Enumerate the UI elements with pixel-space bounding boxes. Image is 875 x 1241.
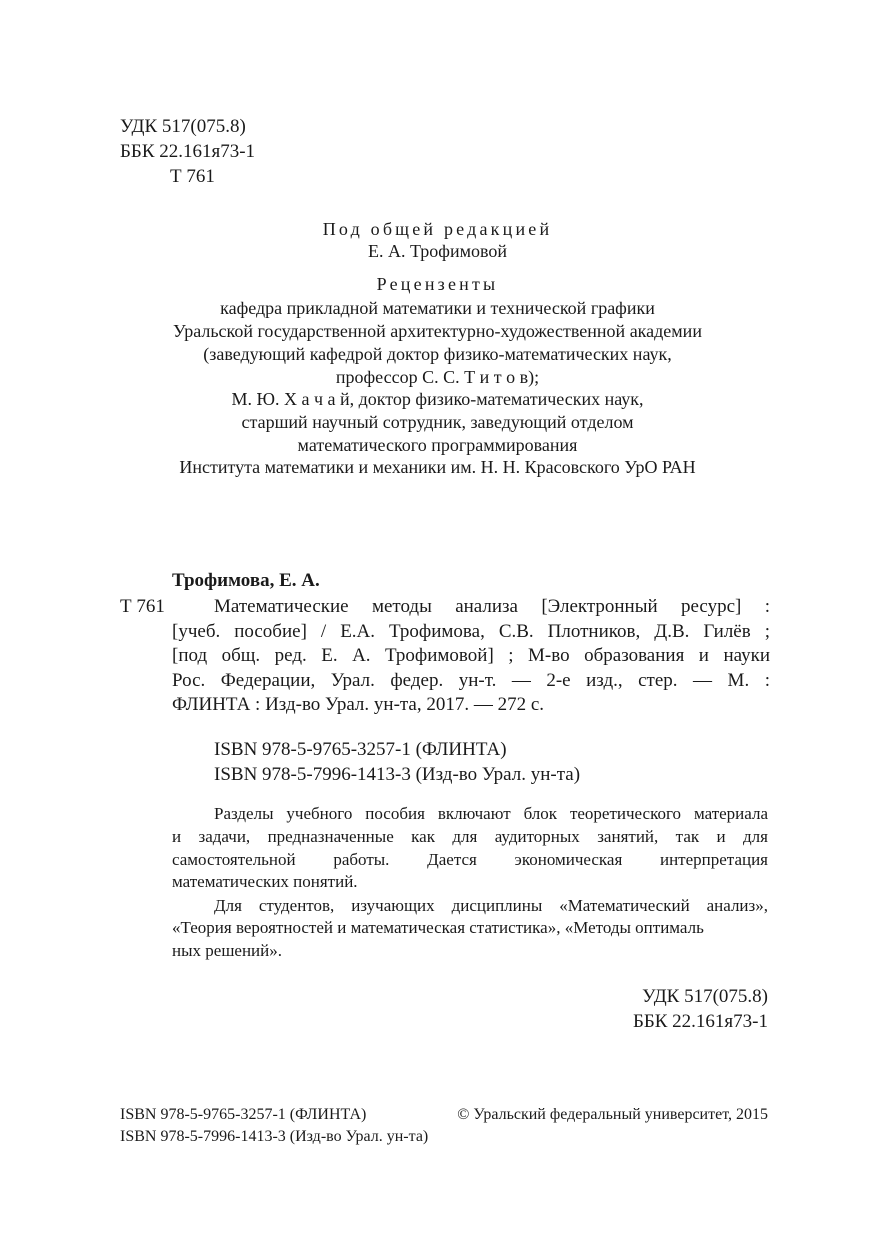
classification-udk: УДК 517(075.8) xyxy=(642,986,768,1007)
record-line: [под общ. ред. Е. А. Трофимовой] ; М-во образования и науки xyxy=(172,645,770,666)
footer-copyright: © Уральский федеральный университет, 2015 xyxy=(457,1106,768,1123)
reviewers-line: старший научный сотрудник, заведующий отделом xyxy=(241,412,634,432)
reviewers-line: Уральской государственной архитектурно-художественной академии xyxy=(173,321,702,341)
audience-line: Для студентов, изучающих дисциплины «Математический анализ», xyxy=(214,896,768,915)
header-bbk: ББК 22.161я73-1 xyxy=(120,141,256,162)
record-line: [учеб. пособие] / Е.А. Трофимова, С.В. Плотников, Д.В. Гилёв ; xyxy=(172,621,770,642)
reviewers-line: Института математики и механики им. Н. Н. Красовского УрО РАН xyxy=(179,457,696,477)
reviewers-line: (заведующий кафедрой доктор физико-математических наук, xyxy=(203,344,672,364)
audience-line: ных решений». xyxy=(172,941,282,960)
footer-isbn: ISBN 978-5-7996-1413-3 (Изд-во Урал. ун-та) xyxy=(120,1128,429,1145)
record-isbn: ISBN 978-5-7996-1413-3 (Изд-во Урал. ун-та) xyxy=(214,764,581,785)
reviewers-line: М. Ю. Х а ч а й, доктор физико-математических наук, xyxy=(231,389,644,409)
record-code: Т 761 xyxy=(120,596,165,617)
abstract-line: математических понятий. xyxy=(172,872,358,891)
record-line: Рос. Федерации, Урал. федер. ун-т. — 2-е изд., стер. — М. : xyxy=(172,670,770,691)
header-udk: УДК 517(075.8) xyxy=(120,116,246,137)
record-author: Трофимова, Е. А. xyxy=(172,570,320,591)
editor-name: Е. А. Трофимовой xyxy=(368,241,507,261)
abstract-line: и задачи, предназначенные как для аудиторных занятий, так и для xyxy=(172,827,768,846)
editorship-label: Под общей редакцией xyxy=(322,219,553,239)
record-line: Математические методы анализа [Электронный ресурс] : xyxy=(214,596,770,617)
record-isbn: ISBN 978-5-9765-3257-1 (ФЛИНТА) xyxy=(214,739,507,760)
reviewers-label: Рецензенты xyxy=(376,274,499,294)
record-line: ФЛИНТА : Изд-во Урал. ун-та, 2017. — 272 с. xyxy=(172,694,545,715)
footer-isbn: ISBN 978-5-9765-3257-1 (ФЛИНТА) xyxy=(120,1106,367,1123)
audience-line: «Теория вероятностей и математическая статистика», «Методы оптималь xyxy=(172,918,704,937)
abstract-line: Разделы учебного пособия включают блок теоретического материала xyxy=(214,804,768,823)
reviewers-line: кафедра прикладной математики и технической графики xyxy=(220,298,655,318)
classification-bbk: ББК 22.161я73-1 xyxy=(632,1011,768,1032)
header-author-code: Т 761 xyxy=(170,166,215,187)
reviewers-line: профессор С. С. Т и т о в); xyxy=(335,367,540,387)
abstract-line: самостоятельной работы. Дается экономическая интерпретация xyxy=(172,850,768,869)
reviewers-line: математического программирования xyxy=(297,435,578,455)
